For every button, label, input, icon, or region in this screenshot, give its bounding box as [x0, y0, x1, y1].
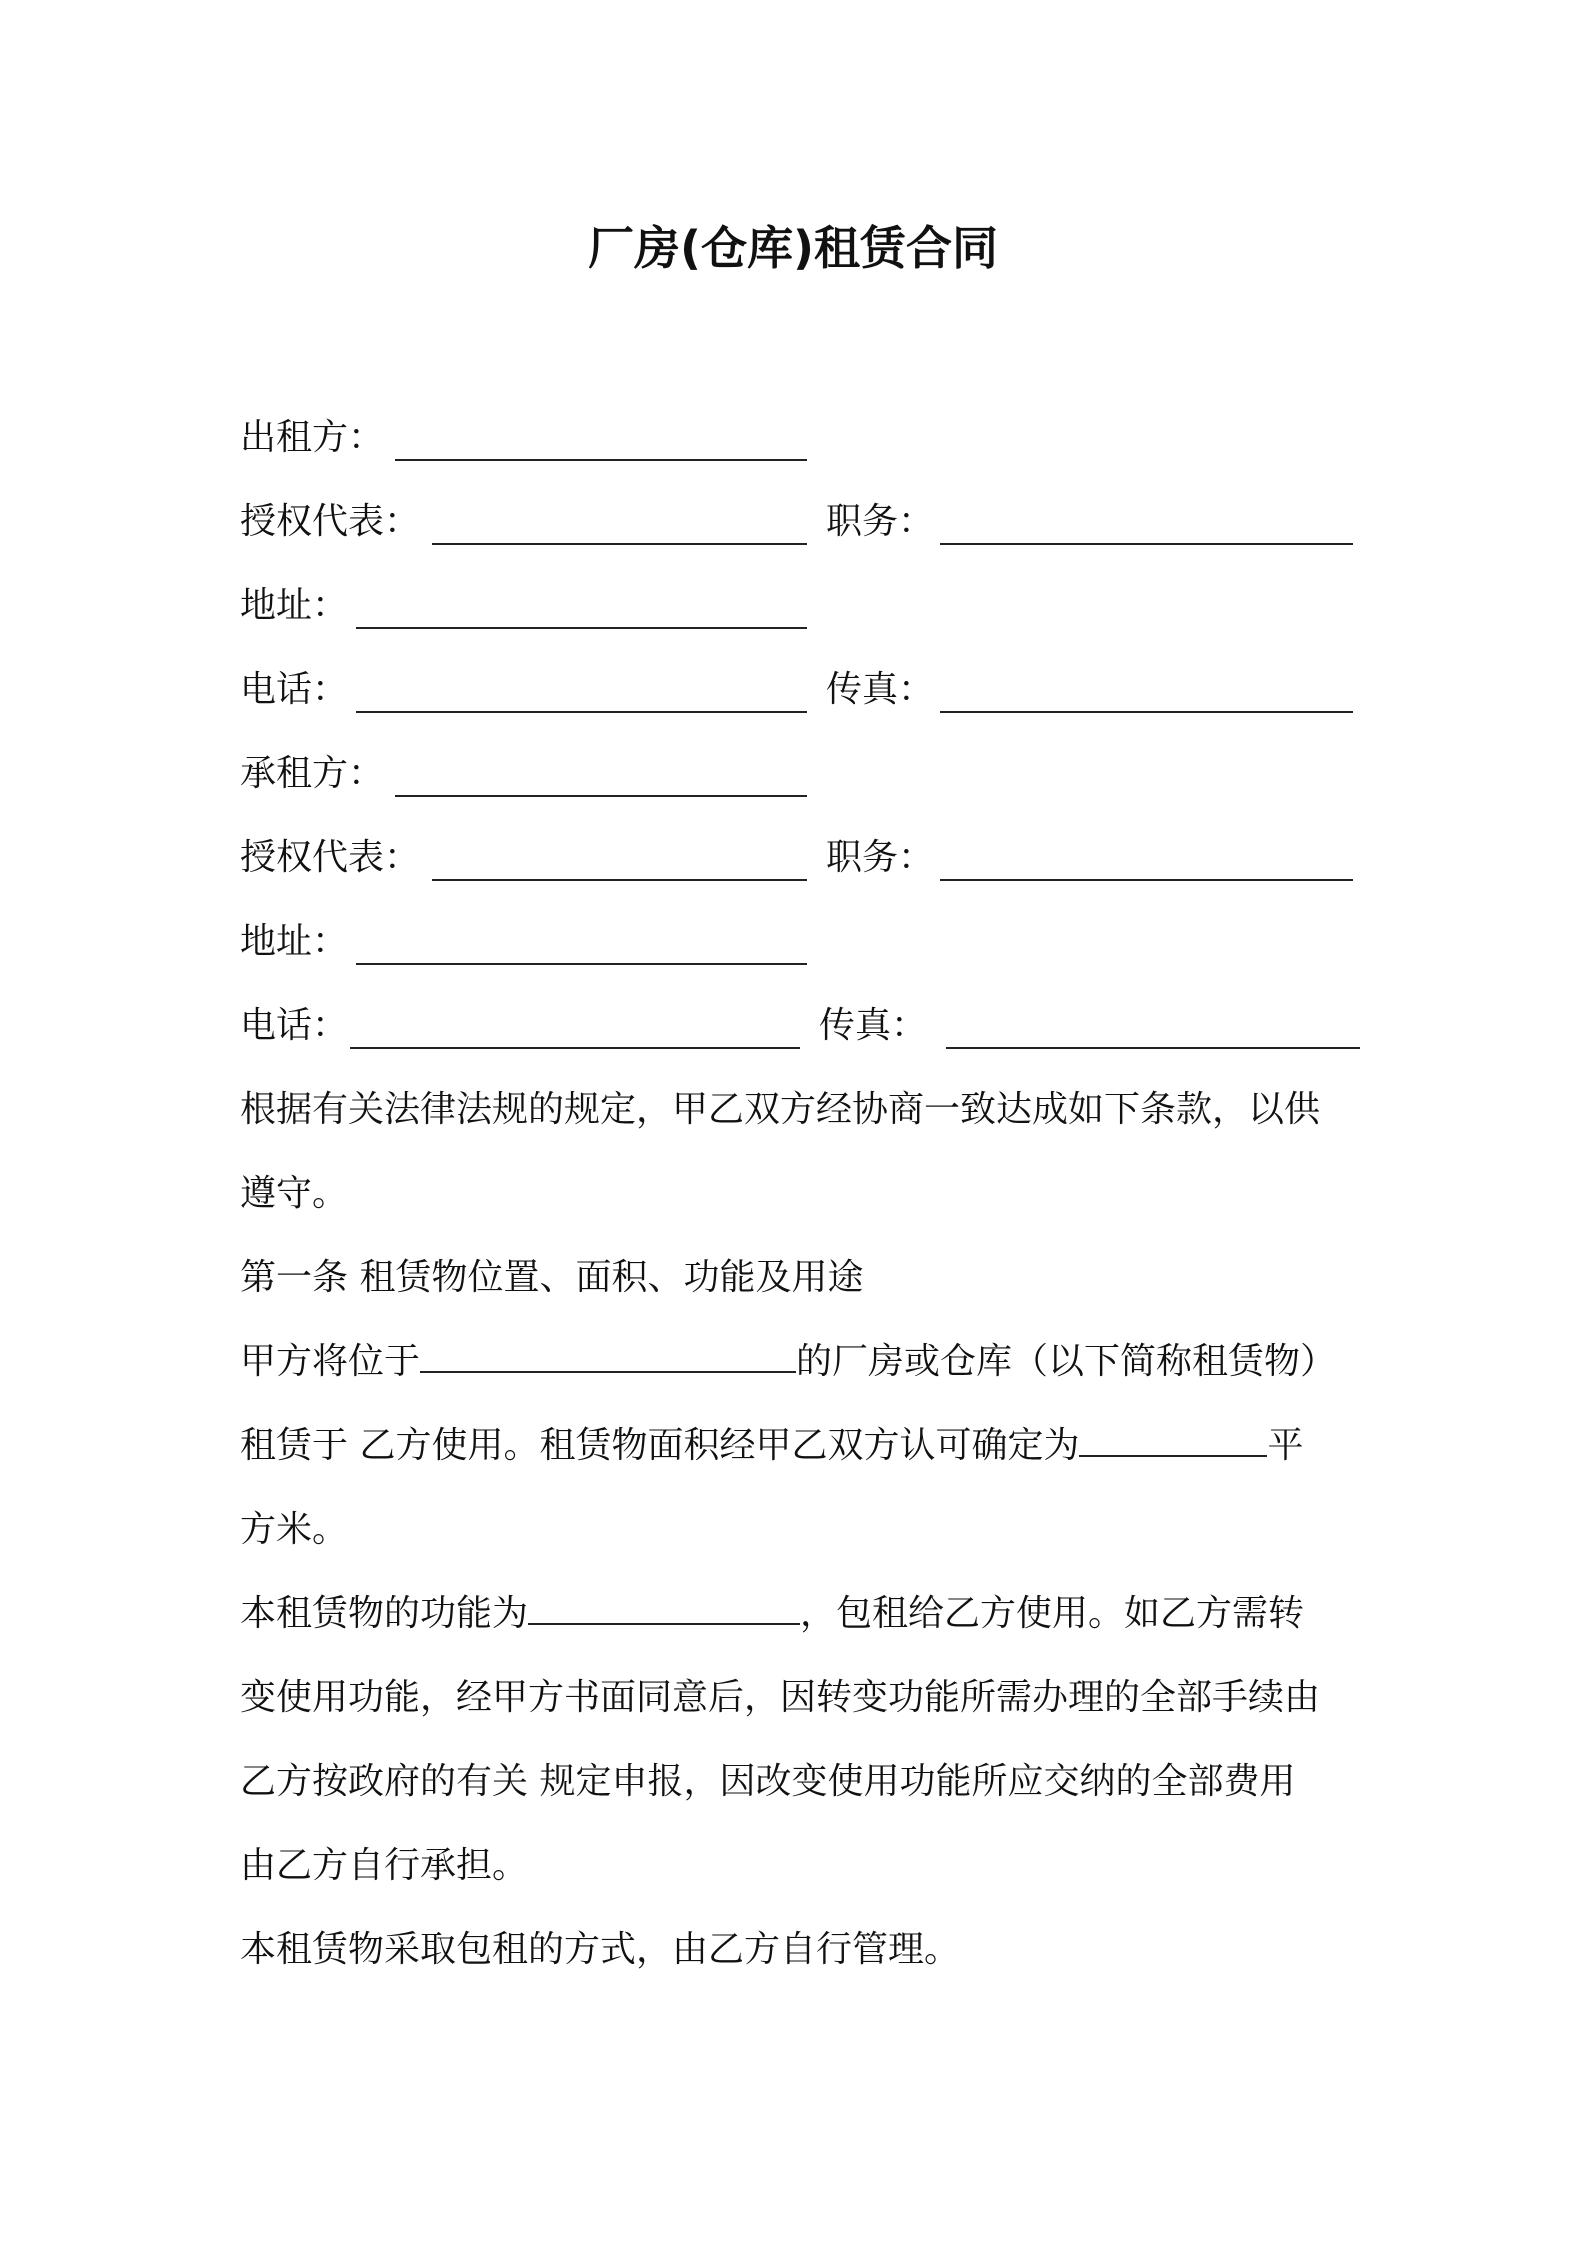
lessor-rep-label: 授权代表：	[240, 501, 421, 542]
intro-line-1: 根据有关法律法规的规定，甲乙双方经协商一致达成如下条款，以供	[240, 1089, 1321, 1130]
lessor-position-field[interactable]	[940, 543, 1353, 545]
article-1-text: ，包租给乙方使用。如乙方需转	[800, 1593, 1305, 1634]
lessor-fax-field[interactable]	[940, 711, 1353, 713]
lessee-rep-field[interactable]	[432, 879, 807, 881]
intro-line-2: 遵守。	[240, 1173, 349, 1214]
article-1-text: 租赁于 乙方使用。租赁物面积经甲乙双方认可确定为	[240, 1425, 1080, 1466]
lessee-name-row	[240, 732, 1360, 816]
lessee-phone-field[interactable]	[350, 1047, 800, 1049]
article-1-text: 甲方将位于	[240, 1341, 421, 1382]
function-blank[interactable]	[528, 1615, 800, 1625]
lessee-fax-label: 传真：	[819, 1005, 928, 1046]
article-1-line-2	[240, 1404, 1360, 1488]
lessor-rep-field[interactable]	[432, 543, 807, 545]
lessee-position-label: 职务：	[826, 837, 935, 878]
lessor-position-label: 职务：	[826, 501, 935, 542]
lessee-position-field[interactable]	[940, 879, 1353, 881]
location-blank[interactable]	[420, 1363, 796, 1373]
lessor-address-label: 地址：	[240, 585, 349, 626]
lessee-fax-field[interactable]	[946, 1047, 1360, 1049]
lessor-address-field[interactable]	[356, 627, 807, 629]
area-blank[interactable]	[1079, 1447, 1267, 1457]
lessee-rep-label: 授权代表：	[240, 837, 421, 878]
lessee-address-field[interactable]	[356, 963, 807, 965]
article-1-line-5: 变使用功能，经甲方书面同意后，因转变功能所需办理的全部手续由	[240, 1677, 1321, 1718]
article-1-line-3: 方米。	[240, 1509, 349, 1550]
lessor-phone-label: 电话：	[240, 669, 349, 710]
lessor-phone-row	[240, 648, 1360, 732]
document-title: 厂房(仓库)租赁合同	[587, 221, 999, 275]
lessor-fax-label: 传真：	[826, 669, 935, 710]
lessee-phone-row	[240, 984, 1360, 1068]
lessee-name-field[interactable]	[395, 795, 807, 797]
lessee-address-row	[240, 900, 1360, 984]
lessor-phone-field[interactable]	[356, 711, 807, 713]
article-1-line-6: 乙方按政府的有关 规定申报，因改变使用功能所应交纳的全部费用	[240, 1761, 1296, 1802]
lessor-name-field[interactable]	[395, 459, 807, 461]
lessee-rep-row	[240, 816, 1360, 900]
article-1-text: 的厂房或仓库（以下简称租赁物）	[796, 1341, 1337, 1382]
article-1-text: 本租赁物的功能为	[240, 1593, 529, 1634]
article-1-line-8: 本租赁物采取包租的方式，由乙方自行管理。	[240, 1929, 961, 1970]
lessee-name-label: 承租方：	[240, 753, 385, 794]
lessee-address-label: 地址：	[240, 921, 349, 962]
lessor-name-row	[240, 396, 1360, 480]
lessor-rep-row	[240, 480, 1360, 564]
article-1-line-4	[240, 1572, 1360, 1656]
article-1-line-1	[240, 1320, 1360, 1404]
article-1-line-7: 由乙方自行承担。	[240, 1845, 529, 1886]
lessor-name-label: 出租方：	[240, 417, 385, 458]
lessee-phone-label: 电话：	[240, 1005, 349, 1046]
article-1-heading: 第一条 租赁物位置、面积、功能及用途	[240, 1257, 864, 1298]
article-1-text: 平	[1267, 1425, 1304, 1466]
lessor-address-row	[240, 564, 1360, 648]
